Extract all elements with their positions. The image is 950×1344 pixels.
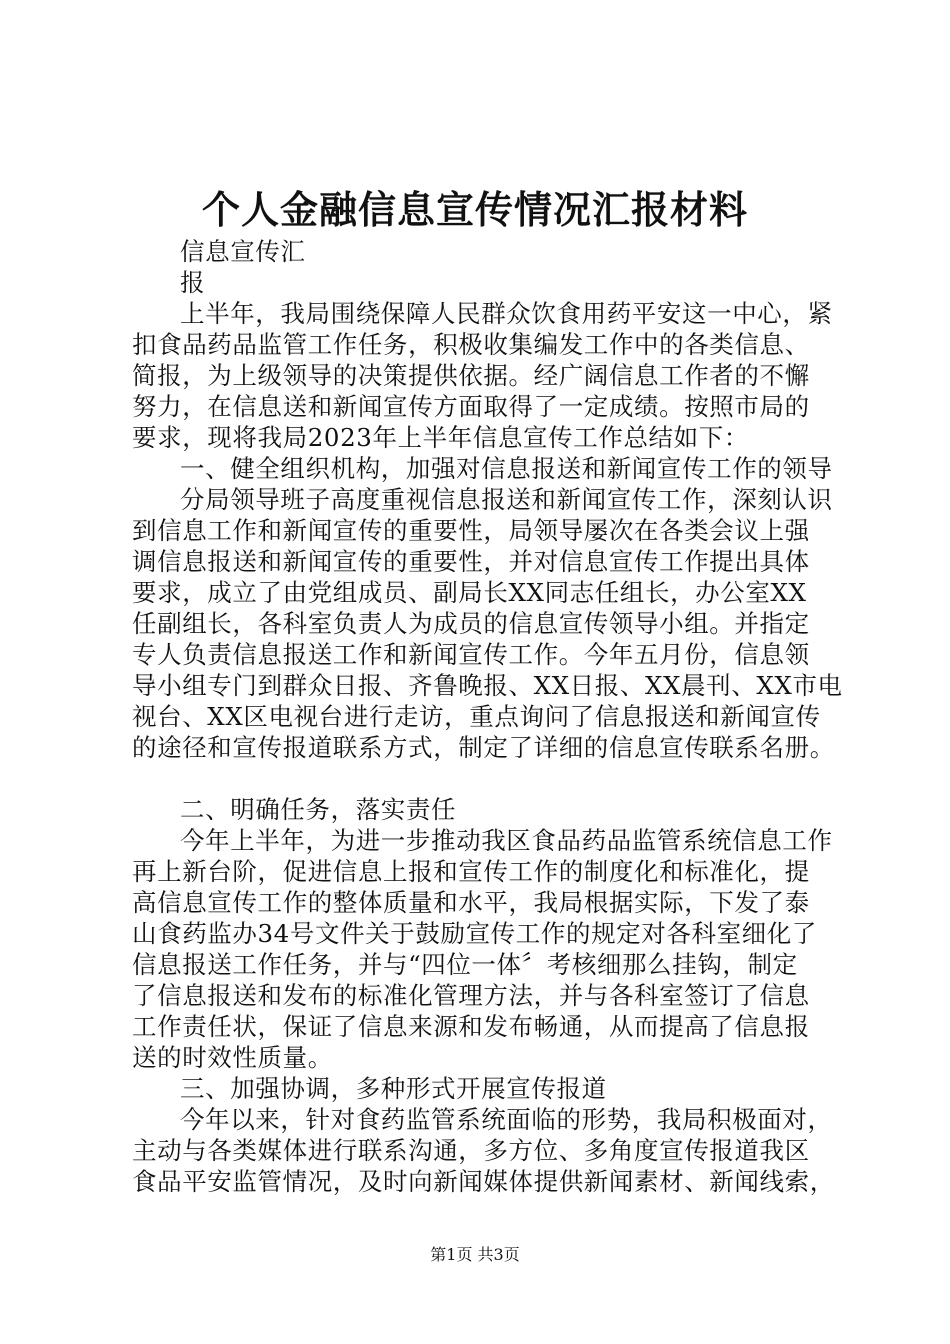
body-line: 高信息宣传工作的整体质量和水平，我局根据实际，下发了泰 bbox=[132, 888, 810, 917]
body-line: 任副组长，各科室负责人为成员的信息宣传领导小组。并指定 bbox=[132, 609, 810, 638]
body-line: 送的时效性质量。 bbox=[132, 1043, 333, 1072]
body-line: 简报，为上级领导的决策提供依据。经广阔信息工作者的不懈 bbox=[132, 361, 810, 390]
body-line: 山食药监办34号文件关于鼓励宣传工作的规定对各科室细化了 bbox=[132, 919, 817, 948]
body-line: 的途径和宣传报道联系方式，制定了详细的信息宣传联系名册。 bbox=[132, 733, 835, 762]
blank-line bbox=[132, 763, 852, 794]
body-line: 视台、XX区电视台进行走访，重点询问了信息报送和新闻宣传 bbox=[132, 702, 821, 731]
body-line: 调信息报送和新闻宣传的重要性，并对信息宣传工作提出具体 bbox=[132, 547, 810, 576]
body-line: 报 bbox=[180, 268, 206, 297]
document-body bbox=[132, 236, 852, 1197]
section-heading-2: 二、明确任务，落实责任 bbox=[180, 795, 457, 824]
body-line: 导小组专门到群众日报、齐鲁晚报、XX日报、XX晨刊、XX市电 bbox=[132, 671, 843, 700]
body-line: 信息报送工作任务，并与“四位一体〞考核细那么挂钩，制定 bbox=[132, 950, 798, 979]
body-line: 要求，成立了由党组成员、副局长XX同志任组长，办公室XX bbox=[132, 578, 807, 607]
body-line: 扣食品药品监管工作任务，积极收集编发工作中的各类信息、 bbox=[132, 330, 810, 359]
body-line: 再上新台阶，促进信息上报和宣传工作的制度化和标准化，提 bbox=[132, 857, 810, 886]
body-line: 主动与各类媒体进行联系沟通，多方位、多角度宣传报道我区 bbox=[132, 1136, 810, 1165]
body-line: 今年上半年，为进一步推动我区食品药品监管系统信息工作 bbox=[180, 826, 833, 855]
document-title: 个人金融信息宣传情况汇报材料 bbox=[201, 187, 748, 232]
body-line: 信息宣传汇 bbox=[180, 237, 306, 266]
body-line: 食品平安监管情况，及时向新闻媒体提供新闻素材、新闻线索， bbox=[132, 1167, 835, 1196]
body-line: 努力，在信息送和新闻宣传方面取得了一定成绩。按照市局的 bbox=[132, 392, 810, 421]
body-line: 工作责任状，保证了信息来源和发布畅通，从而提高了信息报 bbox=[132, 1012, 810, 1041]
body-line: 专人负责信息报送工作和新闻宣传工作。今年五月份，信息领 bbox=[132, 640, 810, 669]
body-line: 到信息工作和新闻宣传的重要性，局领导屡次在各类会议上强 bbox=[132, 516, 810, 545]
section-heading-3: 三、加强协调，多种形式开展宣传报道 bbox=[180, 1074, 607, 1103]
body-line: 今年以来，针对食药监管系统面临的形势，我局积极面对， bbox=[180, 1105, 833, 1134]
body-line: 上半年，我局围绕保障人民群众饮食用药平安这一中心，紧 bbox=[180, 299, 833, 328]
body-line: 分局领导班子高度重视信息报送和新闻宣传工作，深刻认识 bbox=[180, 485, 833, 514]
page-footer: 第1页 共3页 bbox=[430, 1245, 520, 1264]
section-heading-1: 一、健全组织机构，加强对信息报送和新闻宣传工作的领导 bbox=[180, 454, 833, 483]
body-line: 要求，现将我局2023年上半年信息宣传工作总结如下： bbox=[132, 423, 749, 452]
body-line: 了信息报送和发布的标准化管理方法，并与各科室签订了信息 bbox=[132, 981, 810, 1010]
